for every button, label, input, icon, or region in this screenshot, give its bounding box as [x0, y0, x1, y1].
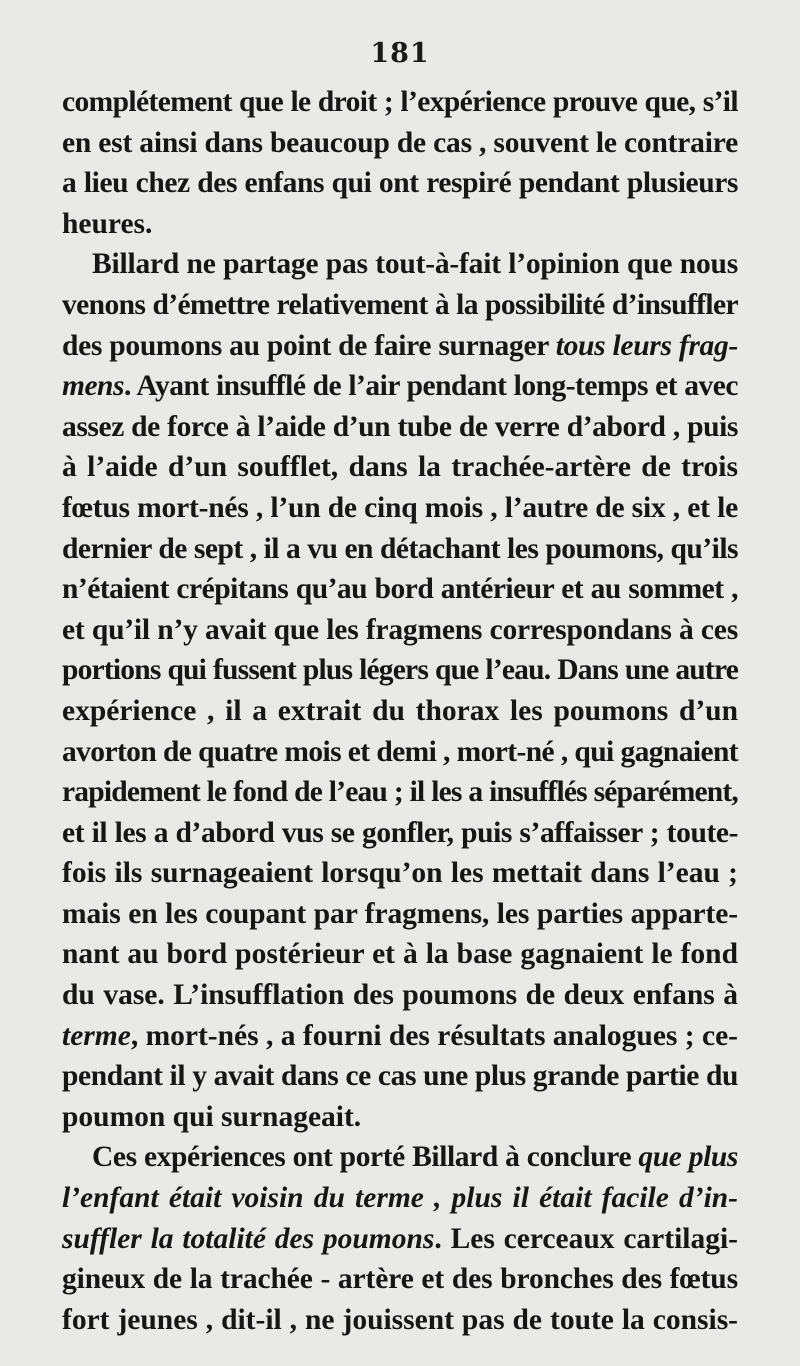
text-run: venons d’émettre relativement à la possibilité d’insuffler	[62, 288, 738, 321]
italic-text: terme	[62, 1019, 131, 1052]
page-number: 181	[370, 38, 430, 69]
italic-text: tous leurs frag-	[555, 329, 738, 362]
text-line	[62, 1219, 738, 1260]
italic-text: suffler la totalité des poumons	[62, 1222, 435, 1255]
text-line	[62, 529, 738, 570]
text-line	[62, 204, 738, 245]
text-line	[62, 1259, 738, 1300]
text-line	[62, 1137, 738, 1178]
text-line	[62, 894, 738, 935]
text-run: gineux de la trachée - artère et des bronches des fœtus	[62, 1263, 738, 1296]
text-run: a lieu chez des enfans qui ont respiré pendant plusieurs	[62, 167, 738, 200]
italic-text: que plus	[638, 1141, 738, 1174]
text-run: fœtus mort-nés , l’un de cinq mois , l’autre de six , et le	[62, 491, 738, 524]
italic-text: l’enfant était voisin du terme , plus il était facile d’in-	[62, 1182, 738, 1215]
text-run: . Ayant insufflé de l’air pendant long-temps et avec	[123, 370, 738, 403]
text-run: rapidement le fond de l’eau ; il les a insufflés séparément,	[62, 776, 738, 809]
italic-text: mens	[62, 370, 124, 403]
text-run: n’étaient crépitans qu’au bord antérieur et au sommet ,	[62, 573, 738, 606]
text-run: des poumons au point de faire surnager	[62, 329, 556, 362]
text-line	[62, 326, 738, 367]
text-line	[62, 1097, 738, 1138]
text-line	[62, 163, 738, 204]
text-run: portions qui fussent plus légers que l’eau. Dans une autre	[62, 654, 738, 687]
text-run: poumon qui surnageait.	[62, 1100, 362, 1133]
body-text	[62, 82, 738, 1340]
text-line	[62, 285, 738, 326]
text-line	[62, 488, 738, 529]
text-run: fois ils surnageaient lorsqu’on les mettait dans l’eau ;	[62, 857, 738, 890]
text-run: et il les a d’abord vus se gonfler, puis s’affaisser ; toute-	[62, 816, 738, 849]
text-line	[62, 1016, 738, 1057]
text-run: Ces expériences ont porté Billard à conclure	[92, 1141, 639, 1174]
text-run: nant au bord postérieur et à la base gagnaient le fond	[62, 938, 738, 971]
text-line	[62, 366, 738, 407]
text-run: en est ainsi dans beaucoup de cas , souvent le contraire	[62, 126, 738, 159]
text-run: heures.	[62, 207, 153, 240]
text-line	[62, 123, 738, 164]
text-line	[62, 691, 738, 732]
text-line	[62, 447, 738, 488]
text-line	[62, 732, 738, 773]
text-run: Billard ne partage pas tout-à-fait l’opinion que nous	[92, 248, 738, 281]
text-run: , mort-nés , a fourni des résultats analogues ; ce-	[130, 1019, 738, 1052]
text-run: à l’aide d’un soufflet, dans la trachée-artère de trois	[62, 451, 738, 484]
text-run: complétement que le droit ; l’expérience prouve que, s’il	[62, 86, 738, 118]
text-line	[62, 772, 738, 813]
text-line	[62, 610, 738, 651]
text-line	[62, 244, 738, 285]
text-run: avorton de quatre mois et demi , mort-né , qui gagnaient	[62, 735, 738, 768]
text-line	[62, 650, 738, 691]
text-run: expérience , il a extrait du thorax les poumons d’un	[62, 694, 738, 727]
text-line	[62, 1300, 738, 1341]
text-line	[62, 1056, 738, 1097]
text-line	[62, 813, 738, 854]
text-run: assez de force à l’aide d’un tube de verre d’abord , puis	[62, 410, 738, 443]
text-run: et qu’il n’y avait que les fragmens correspondans à ces	[62, 613, 738, 646]
text-run: pendant il y avait dans ce cas une plus grande partie du	[62, 1060, 738, 1093]
text-run: mais en les coupant par fragmens, les parties apparte-	[62, 897, 738, 930]
text-line	[62, 407, 738, 448]
text-run: . Les cerceaux cartilagi-	[434, 1222, 738, 1255]
text-line	[62, 82, 738, 123]
text-run: dernier de sept , il a vu en détachant les poumons, qu’ils	[62, 532, 738, 565]
text-line	[62, 569, 738, 610]
text-line	[62, 853, 738, 894]
text-line	[62, 975, 738, 1016]
text-line	[62, 934, 738, 975]
text-run: fort jeunes , dit-il , ne jouissent pas de toute la consis-	[62, 1303, 738, 1336]
text-line	[62, 1178, 738, 1219]
text-run: du vase. L’insufflation des poumons de deux enfans à	[62, 979, 738, 1012]
